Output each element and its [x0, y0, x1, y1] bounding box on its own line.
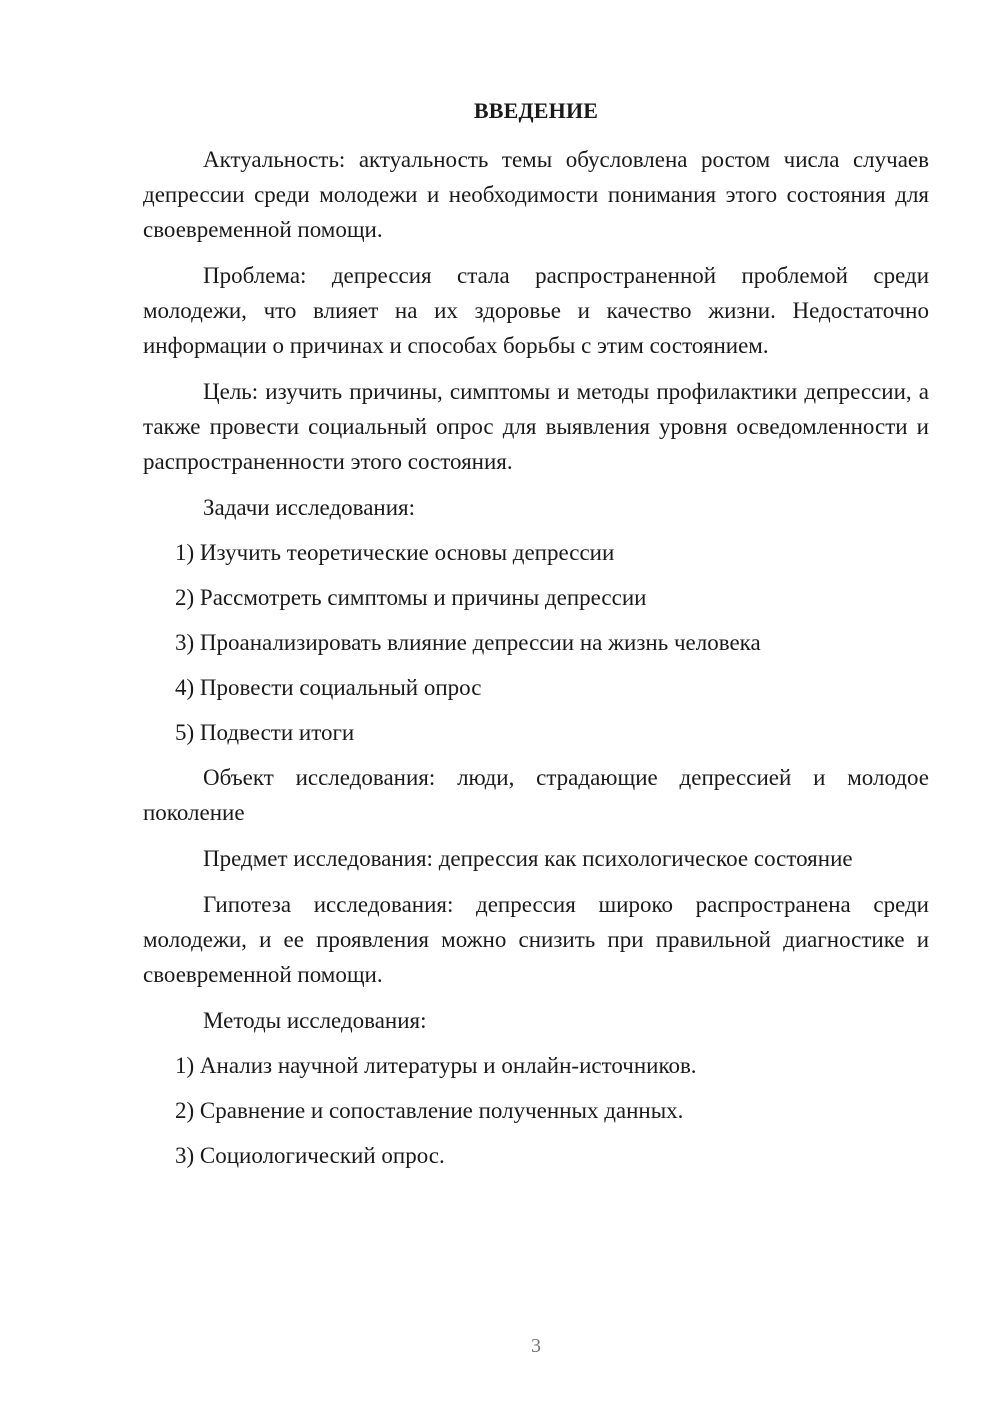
tasks-list — [143, 535, 929, 750]
subject-paragraph: Предмет исследования: депрессия как психологическое состояние — [203, 846, 853, 871]
body-text — [143, 142, 929, 1183]
methods-heading: Методы исследования: — [203, 1008, 427, 1033]
list-item: 1) Изучить теоретические основы депрессии — [175, 540, 615, 565]
tasks-heading: Задачи исследования: — [203, 495, 416, 520]
page-title: ВВЕДЕНИЕ — [473, 98, 599, 123]
list-item: 1) Анализ научной литературы и онлайн-источников. — [175, 1053, 697, 1078]
page-number: 3 — [531, 1335, 541, 1357]
hypothesis-paragraph: Гипотеза исследования: депрессия широко распространена среди молодежи, и ее проявления можно снизить при правильной диагностике и своевременной помощи. — [143, 892, 929, 987]
relevance-paragraph: Актуальность: актуальность темы обусловлена ростом числа случаев депрессии среди молодежи и необходимости понимания этого состояния для своевременной помощи. — [143, 147, 929, 242]
problem-paragraph: Проблема: депрессия стала распространенной проблемой среди молодежи, что влияет на их здоровье и качество жизни. Недостаточно информации о причинах и способах борьбы с этим состоянием. — [143, 263, 929, 358]
methods-list — [143, 1048, 929, 1173]
object-paragraph: Объект исследования: люди, страдающие депрессией и молодое поколение — [143, 765, 929, 825]
goal-paragraph: Цель: изучить причины, симптомы и методы профилактики депрессии, а также провести социальный опрос для выявления уровня осведомленности и распространенности этого состояния. — [143, 379, 929, 474]
list-item: 3) Социологический опрос. — [175, 1143, 445, 1168]
list-item: 4) Провести социальный опрос — [175, 675, 482, 700]
list-item: 2) Сравнение и сопоставление полученных данных. — [175, 1098, 684, 1123]
list-item: 5) Подвести итоги — [175, 720, 355, 745]
list-item: 2) Рассмотреть симптомы и причины депрессии — [175, 585, 647, 610]
list-item: 3) Проанализировать влияние депрессии на жизнь человека — [175, 630, 761, 655]
